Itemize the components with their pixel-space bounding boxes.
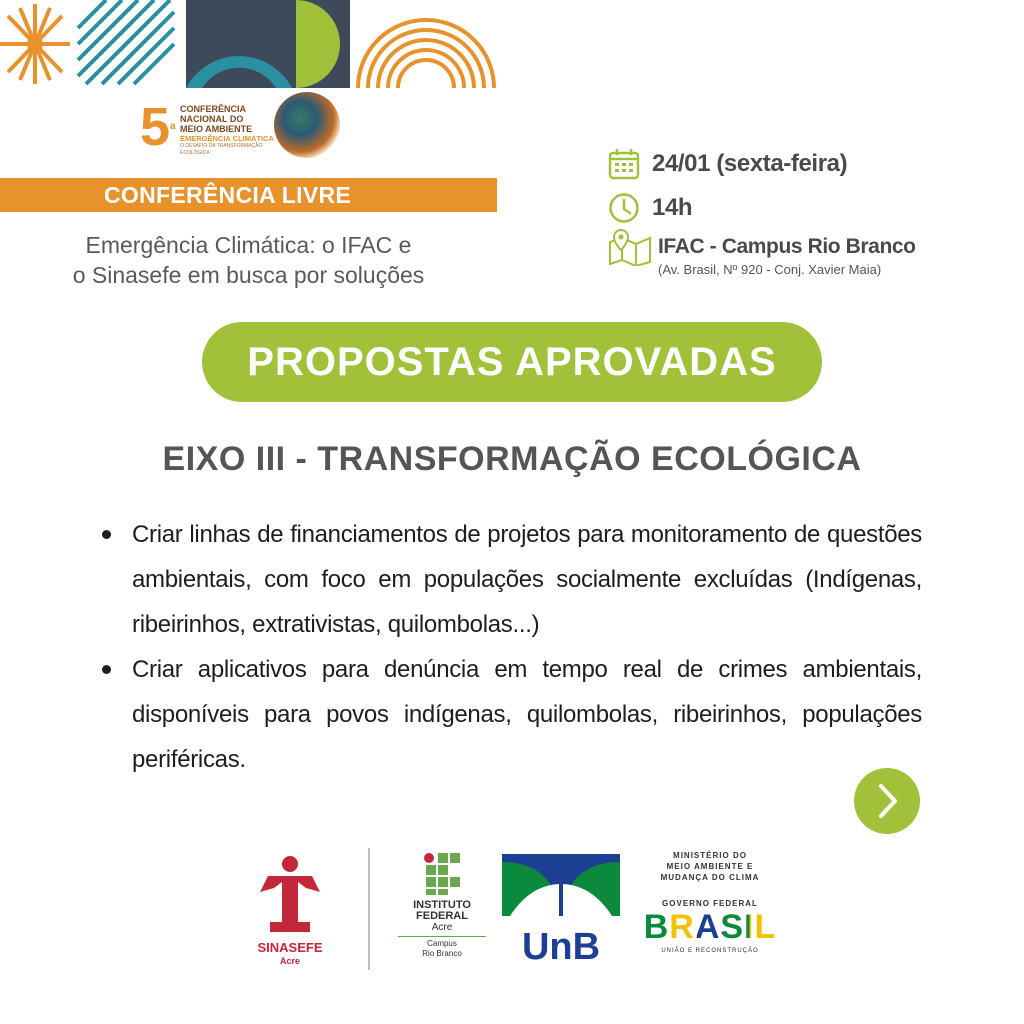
sinasefe-emblem-icon <box>248 852 332 938</box>
sinasefe-state: Acre <box>279 956 300 966</box>
unb-emblem-icon <box>502 854 620 916</box>
event-address: (Av. Brasil, Nº 920 - Conj. Xavier Maia) <box>658 262 882 277</box>
map-pin-icon <box>608 228 652 266</box>
ministry-line1: MINISTÉRIO DO <box>673 851 747 860</box>
proposals-list <box>100 512 922 782</box>
clock-icon <box>608 192 640 224</box>
conference-subtitle <box>0 230 497 290</box>
logo-line2: NACIONAL DO <box>180 114 244 124</box>
partner-logos <box>240 846 800 976</box>
axis-title: EIXO III - TRANSFORMAÇÃO ECOLÓGICA <box>162 440 862 478</box>
conference-type-band <box>0 178 497 212</box>
unb-wordmark: UnB <box>521 926 601 968</box>
chevron-right-icon <box>854 768 920 834</box>
federal-government-label: GOVERNO FEDERAL <box>662 899 758 908</box>
proposal-item: Criar linhas de financiamentos de projetos para monitoramento de questões ambientais, com foco em populações socialmente excluídas (Indígenas, ribeirinhos, extrativistas, quilombolas...) <box>100 512 922 647</box>
federal-government-tagline: UNIÃO E RECONSTRUÇÃO <box>661 948 759 954</box>
decorative-header-pattern <box>0 0 500 88</box>
proposal-item: Criar aplicativos para denúncia em tempo real de crimes ambientais, disponíveis para povos indígenas, quilombolas, ribeirinhos, populações periféricas. <box>100 647 922 782</box>
logo-line3: MEIO AMBIENTE <box>180 124 253 134</box>
event-time-row <box>608 192 692 224</box>
conference-logo <box>140 92 340 164</box>
event-date: 24/01 (sexta-feira) <box>652 150 848 177</box>
logo-theme-subtitle: O DESAFIO DA TRANSFORMAÇÃO ECOLÓGICA <box>180 143 263 156</box>
sinasefe-logo <box>248 852 332 972</box>
approved-proposals-label: PROPOSTAS APROVADAS <box>247 339 777 384</box>
ifac-emblem-icon <box>422 852 462 896</box>
event-time: 14h <box>652 194 693 221</box>
ministry-line2: MEIO AMBIENTE E <box>666 862 754 871</box>
ifac-line3: Acre <box>431 922 453 933</box>
conference-type-label: CONFERÊNCIA LIVRE <box>104 182 352 208</box>
calendar-icon <box>608 148 640 180</box>
sinasefe-name: SINASEFE <box>257 940 323 955</box>
brasil-wordmark <box>640 910 780 944</box>
logo-text <box>180 104 280 157</box>
ifac-rule <box>398 936 486 937</box>
event-place-row <box>608 228 916 266</box>
next-slide-button[interactable] <box>854 768 920 834</box>
event-date-row <box>608 148 847 180</box>
ifac-line2: FEDERAL <box>416 910 468 922</box>
unb-logo <box>502 854 620 972</box>
globe-icon <box>274 92 340 158</box>
subtitle-line1: Emergência Climática: o IFAC e <box>85 232 412 258</box>
logo-line1: CONFERÊNCIA <box>180 104 247 114</box>
logo-theme: EMERGÊNCIA CLIMÁTICA <box>180 134 274 143</box>
ifac-line1: INSTITUTO <box>413 899 471 911</box>
brasil-text: BRASIL <box>643 908 777 946</box>
federal-government-logo <box>640 850 780 970</box>
subtitle-line2: o Sinasefe em busca por soluções <box>72 262 425 288</box>
logo-edition-number: 5$^a$ <box>140 97 176 157</box>
logo-divider <box>368 848 370 970</box>
approved-proposals-banner <box>202 322 822 402</box>
ministry-line3: MUDANÇA DO CLIMA <box>660 873 760 882</box>
ifac-logo <box>396 852 488 972</box>
ifac-city: Rio Branco <box>422 949 462 958</box>
ifac-campus: Campus <box>427 939 457 948</box>
event-place: IFAC - Campus Rio Branco <box>658 235 916 258</box>
